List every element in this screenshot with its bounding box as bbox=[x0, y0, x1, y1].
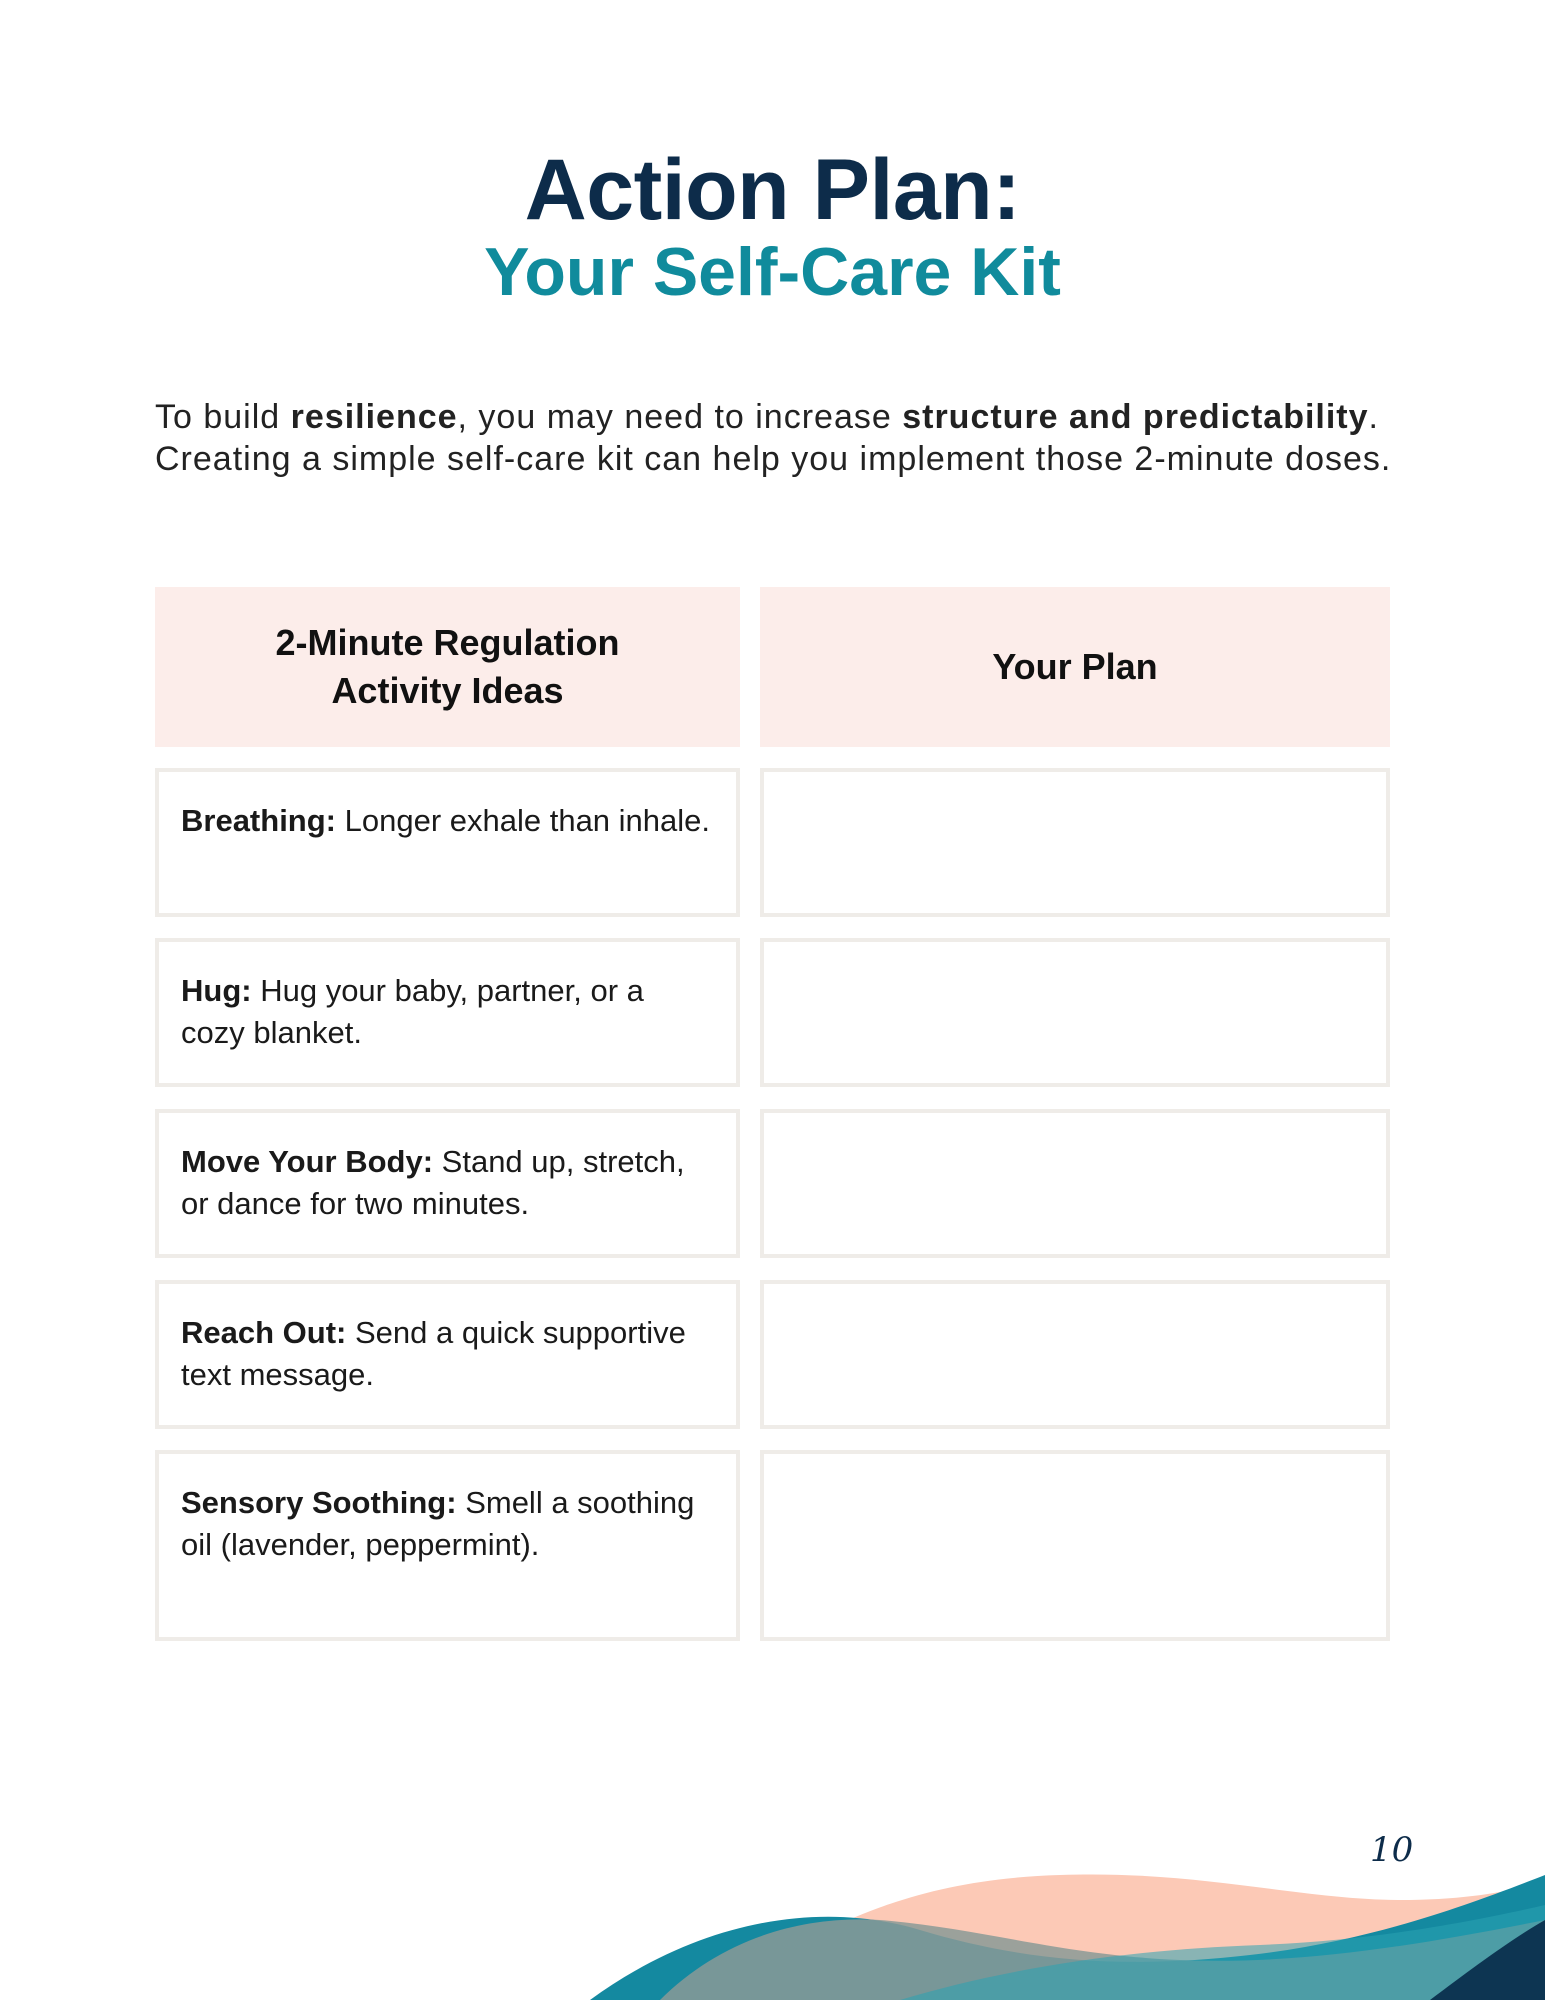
activity-label: Reach Out: bbox=[181, 1315, 347, 1350]
page-title: Action Plan: bbox=[524, 142, 1021, 238]
activity-text: Send a quick supportive text message. bbox=[181, 1315, 686, 1392]
intro-bold-structure: structure and predictability bbox=[902, 398, 1369, 436]
activity-text: Smell a soothing oil (lavender, peppermint). bbox=[181, 1485, 695, 1562]
page-subtitle: Your Self-Care Kit bbox=[484, 234, 1061, 310]
intro-text-2: , you may need to increase bbox=[457, 398, 903, 436]
table-row-sensory bbox=[155, 1450, 740, 1641]
table-header-plan-label: Your Plan bbox=[992, 646, 1158, 687]
table-header-plan bbox=[760, 587, 1390, 747]
page-number: 10 bbox=[1370, 1830, 1414, 1870]
table-row-reach-out bbox=[155, 1280, 740, 1429]
table-row-hug bbox=[155, 938, 740, 1087]
intro-bold-resilience: resilience bbox=[290, 398, 458, 436]
table-row-breathing bbox=[155, 768, 740, 917]
intro-paragraph bbox=[155, 396, 1405, 480]
plan-field-hug[interactable] bbox=[760, 938, 1390, 1087]
activity-label: Breathing: bbox=[181, 803, 336, 838]
table-row-move bbox=[155, 1109, 740, 1258]
activity-label: Sensory Soothing: bbox=[181, 1485, 457, 1520]
plan-field-move[interactable] bbox=[760, 1109, 1390, 1258]
plan-field-reach-out[interactable] bbox=[760, 1280, 1390, 1429]
table-header-activities-label: 2-Minute Regulation Activity Ideas bbox=[275, 622, 620, 711]
activity-text: Hug your baby, partner, or a cozy blanket. bbox=[181, 973, 644, 1050]
activity-label: Hug: bbox=[181, 973, 252, 1008]
intro-text-3: . Creating a simple self-care kit can help you implement those 2-minute doses. bbox=[155, 398, 1392, 478]
table-header-activities bbox=[155, 587, 740, 747]
activity-text: Stand up, stretch, or dance for two minutes. bbox=[181, 1144, 685, 1221]
plan-field-breathing[interactable] bbox=[760, 768, 1390, 917]
plan-field-sensory[interactable] bbox=[760, 1450, 1390, 1641]
intro-text-1: To build bbox=[155, 398, 291, 436]
activity-label: Move Your Body: bbox=[181, 1144, 434, 1179]
activity-text: Longer exhale than inhale. bbox=[336, 803, 711, 838]
decorative-waves bbox=[0, 1860, 1545, 2000]
